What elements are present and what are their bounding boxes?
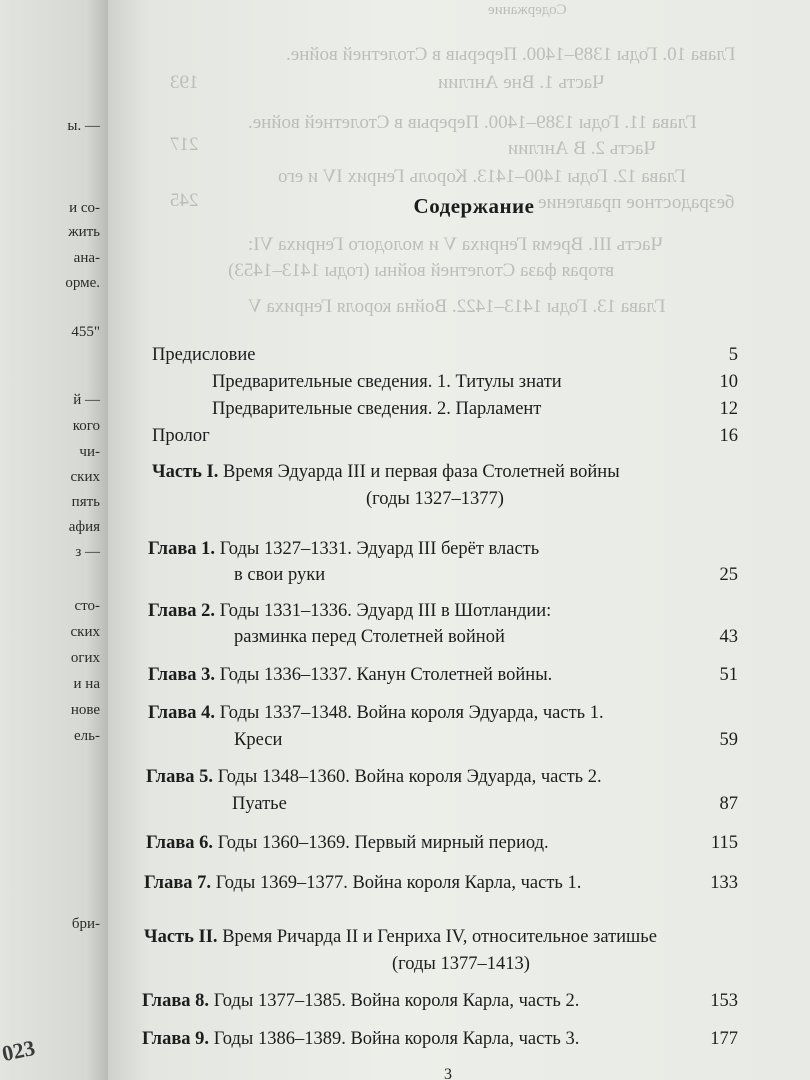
toc-page-number: 87 [719,794,738,814]
toc-page-number: 115 [710,833,738,853]
facing-text-fragment: орме. [65,275,100,291]
facing-text-fragment: ель- [74,728,100,744]
chapter-label: Глава 1. [148,539,216,559]
facing-text-fragment: огих [70,650,100,666]
reverse-ghost-text: 245 [170,190,199,211]
facing-text-fragment: ана- [73,250,100,266]
toc-chapter-5[interactable] [146,764,738,790]
chapter-label: Глава 5. [146,767,214,787]
chapter-title-cont: Креси [234,730,283,750]
toc-chapter-1[interactable] [148,536,738,562]
reverse-ghost-text: вторая фаза Столетней войны (годы 1413–1453) [228,260,615,281]
facing-page-number: 023 [0,1034,38,1067]
chapter-title: Годы 1327–1331. Эдуард III берёт власть [219,539,540,559]
toc-page-number: 59 [719,730,738,750]
chapter-label: Глава 2. [148,601,216,621]
toc-chapter-6[interactable] [146,830,738,856]
reverse-ghost-text: Часть 2. В Англии [508,138,656,159]
toc-chapter-8[interactable] [142,988,738,1014]
reverse-ghost-text: Содержание [488,2,567,18]
reverse-ghost-text: 193 [170,72,199,93]
toc-page-number: 43 [719,627,738,647]
facing-text-fragment: сто- [74,598,100,614]
chapter-label: Глава 3. [148,665,216,685]
toc-entry-intro-parliament[interactable] [212,396,738,422]
toc-entry-label: Предисловие [152,345,256,365]
toc-chapter-4[interactable] [148,700,738,726]
toc-entry-preface[interactable] [152,342,738,368]
toc-entry-prologue[interactable] [152,423,738,449]
toc-chapter-2[interactable] [148,598,738,624]
chapter-title-cont: Пуатье [232,794,287,814]
toc-page-number: 133 [710,873,738,893]
facing-text-fragment: пять [71,494,100,510]
reverse-ghost-text: Глава 11. Годы 1389–1400. Перерыв в Столетней войне. [248,112,697,133]
toc-chapter-2-cont[interactable] [234,624,738,650]
facing-text-fragment: ских [70,624,100,640]
page-title: Содержание [413,194,535,218]
reverse-ghost-text: Глава 10. Годы 1389–1400. Перерыв в Столетней войне. [286,44,736,65]
reverse-ghost-text: Часть III. Время Генриха V и молодого Генриха VI: [248,234,663,255]
toc-part-2[interactable] [144,924,764,950]
chapter-title: Годы 1386–1389. Война короля Карла, часть 3. [213,1029,580,1049]
chapter-title: Годы 1336–1337. Канун Столетней войны. [219,665,553,685]
facing-text-fragment: ских [70,469,100,485]
facing-text-fragment: ы. — [67,118,100,134]
toc-page-number: 25 [719,565,738,585]
toc-chapter-4-cont[interactable] [234,727,738,753]
toc-page-number: 51 [719,665,738,685]
facing-text-fragment: з — [75,544,100,560]
part-years: (годы 1377–1413) [392,954,530,974]
chapter-title-cont: в свои руки [234,565,326,585]
chapter-label: Глава 6. [146,833,214,853]
facing-text-fragment: афия [68,519,100,535]
toc-chapter-3[interactable] [148,662,738,688]
facing-text-fragment: чи- [79,444,100,460]
toc-chapter-1-cont[interactable] [234,562,738,588]
chapter-title: Годы 1337–1348. Война короля Эдуарда, часть 1. [219,703,604,723]
part-label: Часть I. [152,462,219,482]
chapter-label: Глава 4. [148,703,216,723]
toc-page-number: 5 [728,345,738,365]
facing-page-strip [0,0,108,1080]
chapter-title: Годы 1360–1369. Первый мирный период. [217,833,549,853]
chapter-title: Годы 1331–1336. Эдуард III в Шотландии: [219,601,552,621]
chapter-title: Годы 1348–1360. Война короля Эдуарда, часть 2. [217,767,602,787]
page-number: 3 [444,1066,452,1080]
toc-entry-label: Предварительные сведения. 1. Титулы знати [212,372,562,392]
chapter-title: Годы 1369–1377. Война короля Карла, часть 1. [215,873,582,893]
toc-page-number: 153 [710,991,738,1011]
part-label: Часть II. [144,927,218,947]
toc-page-number: 12 [719,399,738,419]
toc-chapter-7[interactable] [144,870,738,896]
toc-page-number: 177 [710,1029,738,1049]
chapter-title-cont: разминка перед Столетней войной [234,627,505,647]
toc-entry-intro-titles[interactable] [212,369,738,395]
reverse-ghost-text: Глава 13. Годы 1413–1422. Война короля Генриха V [248,296,666,317]
part-years: (годы 1327–1377) [366,489,504,509]
reverse-ghost-text: Глава 12. Годы 1400–1413. Король Генрих IV и его [278,166,686,187]
facing-text-fragment: и на [73,676,100,692]
facing-text-fragment: 455" [71,324,100,340]
part-title: Время Эдуарда III и первая фаза Столетней войны [222,462,620,482]
facing-text-fragment: нове [70,702,100,718]
chapter-title: Годы 1377–1385. Война короля Карла, часть 2. [213,991,580,1011]
toc-entry-label: Пролог [152,426,210,446]
part-title: Время Ричарда II и Генриха IV, относительное затишье [222,927,657,947]
toc-part-1[interactable] [152,459,752,485]
chapter-label: Глава 9. [142,1029,210,1049]
facing-text-fragment: и со- [69,200,100,216]
reverse-ghost-text: 217 [170,134,199,155]
chapter-label: Глава 8. [142,991,210,1011]
reverse-ghost-text: безрадостное правление [538,192,735,213]
reverse-ghost-text: Часть 1. Вне Англии [438,72,605,93]
facing-text-fragment: й — [73,392,100,408]
toc-chapter-5-cont[interactable] [232,791,738,817]
facing-text-fragment: кого [72,418,100,434]
toc-page-number: 10 [719,372,738,392]
facing-text-fragment: бри- [71,916,100,932]
book-page [108,0,810,1080]
toc-page-number: 16 [719,426,738,446]
toc-chapter-9[interactable] [142,1026,738,1052]
chapter-label: Глава 7. [144,873,212,893]
facing-text-fragment: жить [68,224,100,240]
toc-entry-label: Предварительные сведения. 2. Парламент [212,399,542,419]
